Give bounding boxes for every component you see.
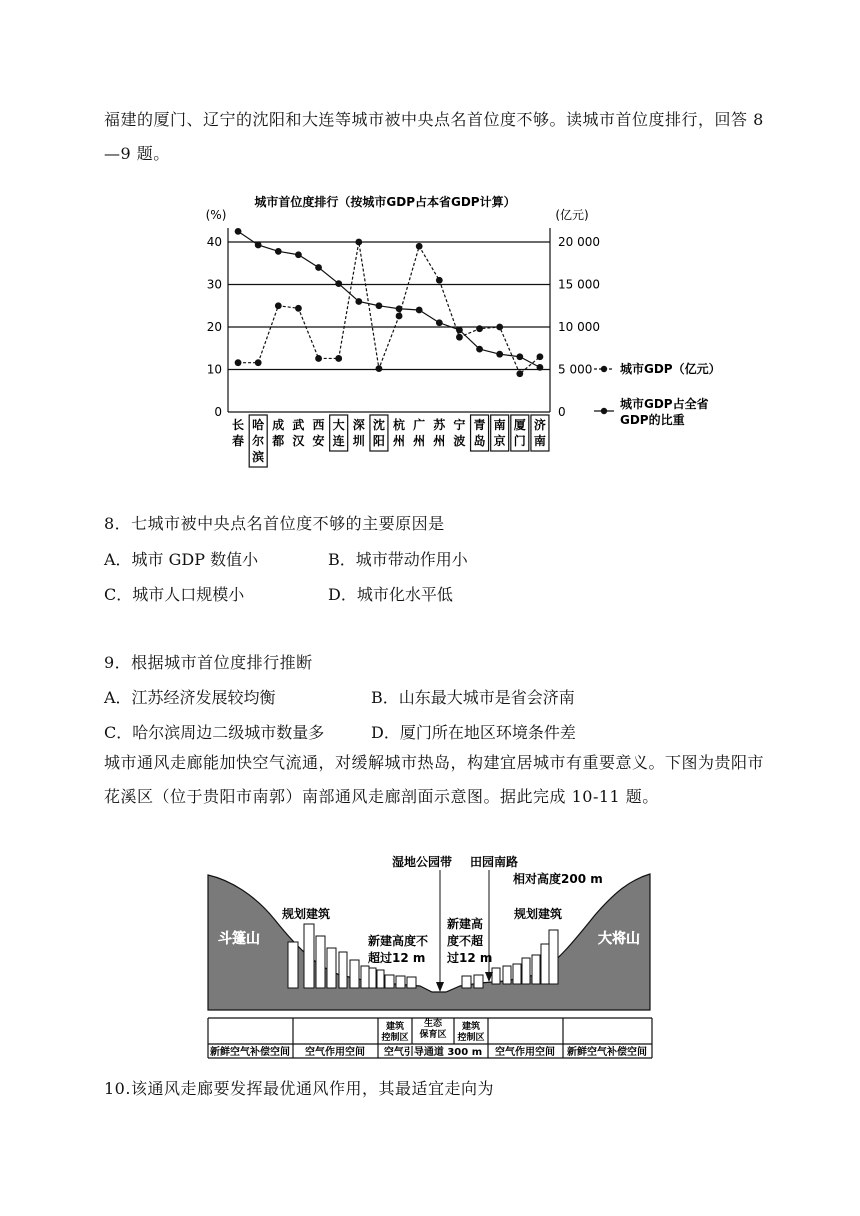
legend-share-label-1: 城市GDP占全省 [620, 397, 709, 411]
data-point [376, 365, 383, 372]
x-category-label: 州 [433, 434, 446, 448]
label-limit-left-1: 新建高度不 [368, 934, 429, 948]
data-point [496, 324, 503, 331]
y-left-tick-label: 30 [206, 277, 222, 292]
building [513, 964, 521, 984]
x-category-label: 门 [513, 434, 526, 448]
data-point [235, 359, 242, 366]
x-category-label: 青 [473, 418, 486, 432]
x-category-label: 岛 [473, 434, 486, 448]
y-left-tick-label: 0 [214, 405, 222, 419]
x-category-label: 都 [272, 434, 285, 448]
building [541, 944, 549, 984]
series-city-gdp [235, 239, 544, 378]
y-left-tick-label: 40 [206, 235, 222, 249]
label-ctrl-right-2: 控制区 [457, 1033, 485, 1043]
building [327, 948, 336, 988]
series-gdp-share [235, 228, 544, 371]
series-line [238, 242, 540, 374]
y-right-ticks [558, 235, 600, 419]
building [492, 968, 500, 984]
data-point [315, 355, 322, 362]
label-eco-2: 保育区 [419, 1030, 447, 1040]
intro-paragraph-1: 福建的厦门、辽宁的沈阳和大连等城市被中央点名首位度不够。读城市首位度排行，回答 8—9 题。 [104, 110, 764, 163]
q10-stem: 10.该通风走廊要发挥最优通风作用，其最适宜走向为 [104, 1079, 494, 1098]
x-category-label: 武 [292, 418, 305, 432]
x-category-label: 宁 [453, 418, 466, 432]
building [377, 970, 384, 988]
data-point [537, 353, 544, 360]
label-limit-right-3: 过12 m [447, 951, 493, 965]
q8-option-d: D．城市化水平低 [328, 585, 453, 604]
building [316, 936, 325, 988]
label-ctrl-left-1: 建筑 [385, 1022, 405, 1032]
x-category-label: 南 [533, 434, 546, 448]
data-point [275, 302, 282, 309]
q9-option-c: C．哈尔滨周边二级城市数量多 [104, 723, 325, 742]
data-point [456, 327, 463, 334]
building [339, 952, 347, 988]
label-ctrl-right-1: 建筑 [461, 1022, 481, 1032]
building [522, 958, 530, 984]
label-ctrl-left-2: 控制区 [381, 1033, 409, 1043]
chart-gridlines [228, 228, 550, 412]
data-point [335, 280, 342, 287]
x-category-label: 苏 [433, 418, 446, 432]
building [385, 975, 394, 988]
x-category-label: 济 [533, 418, 546, 432]
data-point [275, 248, 282, 255]
x-category-label: 南 [493, 418, 506, 432]
data-point [476, 325, 483, 332]
x-category-label: 长 [232, 418, 245, 432]
data-point [335, 355, 342, 362]
data-point [476, 346, 483, 353]
x-category-label: 成 [272, 418, 285, 432]
x-category-label: 广 [413, 418, 426, 432]
x-category-label: 滨 [252, 450, 265, 464]
building [503, 966, 511, 984]
y-left-ticks [207, 235, 222, 419]
building [304, 924, 314, 988]
y-left-unit: (%) [205, 208, 227, 222]
y-left-tick-label: 10 [206, 362, 222, 377]
legend-share [594, 396, 709, 427]
data-point [295, 251, 302, 258]
data-point [355, 298, 362, 305]
zone-action-right: 空气作用空间 [495, 1047, 555, 1058]
data-point [537, 364, 544, 371]
city-primacy-chart [0, 185, 860, 485]
building [361, 966, 369, 988]
q9-option-d: D．厦门所在地区环境条件差 [371, 723, 576, 742]
zone-action-left: 空气作用空间 [305, 1047, 365, 1058]
data-point [516, 353, 523, 360]
x-categories [232, 415, 549, 467]
x-category-label: 杭 [393, 418, 406, 432]
building [532, 955, 540, 984]
q8-option-c: C．城市人口规模小 [104, 585, 245, 604]
building [396, 976, 405, 988]
label-eco-1: 生态 [423, 1019, 443, 1029]
planned-buildings-right [492, 930, 558, 984]
q8-option-b: B．城市带动作用小 [328, 550, 468, 569]
x-category-label: 春 [232, 434, 245, 448]
x-category-label: 大 [332, 418, 345, 432]
x-category-label: 西 [312, 418, 325, 432]
arrow-park-head [436, 982, 444, 992]
data-point [436, 319, 443, 326]
label-limit-right-2: 度不超 [447, 934, 484, 948]
x-category-label: 尔 [252, 434, 265, 448]
data-point [235, 228, 242, 235]
y-right-tick-label: 5 000 [558, 362, 593, 377]
x-category-label: 厦 [513, 418, 526, 432]
label-wetland-park: 湿地公园带 [391, 855, 453, 869]
data-point [416, 243, 423, 250]
data-point [496, 351, 503, 358]
zone-guide-channel: 空气引导通道 300 m [383, 1047, 483, 1058]
ventilation-corridor-diagram [0, 845, 860, 1065]
legend-gdp [594, 361, 721, 376]
x-category-label: 安 [312, 434, 325, 448]
label-limit-right-1: 新建高 [447, 917, 484, 931]
building [474, 975, 483, 988]
data-point [255, 242, 262, 249]
q9-stem: 9．根据城市首位度排行推断 [104, 653, 313, 672]
q8-stem: 8．七城市被中央点名首位度不够的主要原因是 [104, 514, 445, 533]
x-category-label: 深 [352, 418, 365, 432]
building [549, 930, 558, 984]
building [462, 976, 471, 988]
q8-option-a: A．城市 GDP 数值小 [104, 550, 259, 569]
legend-gdp-label: 城市GDP（亿元） [620, 362, 721, 376]
x-category-label: 圳 [352, 434, 365, 448]
building [407, 977, 416, 988]
x-category-label: 州 [413, 434, 426, 448]
y-right-tick-label: 15 000 [558, 277, 600, 292]
building [350, 960, 359, 988]
x-category-label: 连 [332, 434, 345, 448]
x-category-label: 州 [393, 434, 406, 448]
label-relative-height: 相对高度200 m [513, 872, 603, 886]
building [288, 942, 298, 988]
x-category-label: 阳 [372, 434, 385, 448]
data-point [376, 302, 383, 309]
data-point [355, 239, 362, 246]
data-point [255, 359, 262, 366]
x-category-label: 汉 [292, 434, 305, 448]
label-planned-left: 规划建筑 [282, 907, 331, 921]
q9-option-b: B．山东最大城市是省会济南 [371, 688, 575, 707]
y-right-tick-label: 10 000 [558, 320, 600, 334]
intro-paragraph-2: 城市通风走廊能加快空气流通，对缓解城市热岛，构建宜居城市有重要意义。下图为贵阳市花溪区（位于贵阳市南郭）南部通风走廊剖面示意图。据此完成 10-11 题。 [104, 753, 765, 806]
x-category-label: 京 [493, 434, 506, 448]
y-right-tick-label: 20 000 [558, 235, 600, 249]
y-left-tick-label: 20 [206, 320, 222, 334]
x-category-label: 沈 [372, 418, 385, 432]
terrain-profile [208, 874, 650, 1010]
data-point [295, 305, 302, 312]
data-point [396, 305, 403, 312]
legend-share-label-2: GDP的比重 [620, 413, 685, 427]
data-point [396, 313, 403, 320]
label-planned-right: 规划建筑 [514, 907, 563, 921]
zone-fresh-left: 新鲜空气补偿空间 [210, 1047, 290, 1058]
building [369, 968, 376, 988]
data-point [315, 264, 322, 271]
chart-title: 城市首位度排行（按城市GDP占本省GDP计算） [254, 195, 516, 209]
data-point [516, 370, 523, 377]
series-line [238, 231, 540, 367]
data-point [436, 277, 443, 284]
q9-option-a: A．江苏经济发展较均衡 [104, 688, 276, 707]
label-tianyuan-road: 田园南路 [469, 855, 519, 869]
y-right-unit: (亿元) [555, 208, 589, 222]
label-dajiang-mountain: 大将山 [598, 931, 640, 947]
y-right-tick-label: 0 [558, 405, 566, 419]
label-doupeng-mountain: 斗篷山 [218, 931, 260, 947]
label-limit-left-2: 超过12 m [368, 951, 426, 965]
data-point [416, 307, 423, 314]
x-category-label: 波 [453, 434, 466, 448]
data-point [456, 334, 463, 341]
zone-fresh-right: 新鲜空气补偿空间 [567, 1047, 647, 1058]
x-category-label: 哈 [252, 418, 265, 432]
